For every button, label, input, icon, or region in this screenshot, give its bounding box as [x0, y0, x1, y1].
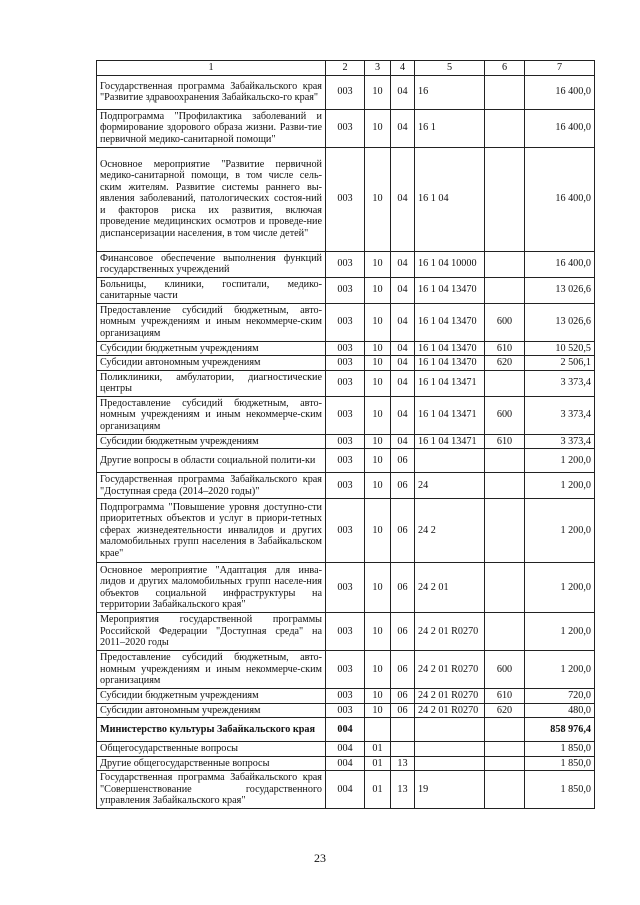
expense-type-code — [485, 742, 525, 757]
ministry-code: 003 — [326, 396, 365, 434]
table-row — [97, 147, 595, 251]
amount: 1 200,0 — [525, 651, 595, 689]
ministry-code: 004 — [326, 742, 365, 757]
ministry-code: 003 — [326, 303, 365, 341]
section-code: 10 — [365, 651, 391, 689]
ministry-code: 003 — [326, 499, 365, 563]
expense-type-code: 600 — [485, 396, 525, 434]
amount: 16 400,0 — [525, 147, 595, 251]
amount: 3 373,4 — [525, 396, 595, 434]
ministry-code: 003 — [326, 109, 365, 147]
subsection-code: 06 — [391, 651, 415, 689]
section-code: 01 — [365, 756, 391, 771]
row-name: Субсидии автономным учреждениям — [97, 703, 326, 718]
header-cell: 5 — [415, 61, 485, 76]
subsection-code: 06 — [391, 703, 415, 718]
amount: 858 976,4 — [525, 718, 595, 742]
subsection-code: 04 — [391, 396, 415, 434]
subsection-code: 04 — [391, 251, 415, 277]
table-row — [97, 499, 595, 563]
expense-type-code — [485, 147, 525, 251]
row-name: Предоставление субсидий бюджетным, авто-номным учреждениям и иным некоммерче-ским организациям — [97, 651, 326, 689]
row-name: Поликлиники, амбулатории, диагностические центры — [97, 370, 326, 396]
ministry-code: 003 — [326, 147, 365, 251]
amount: 13 026,6 — [525, 277, 595, 303]
amount: 2 506,1 — [525, 356, 595, 371]
target-article-code: 24 2 — [415, 499, 485, 563]
subsection-code: 13 — [391, 756, 415, 771]
amount: 1 200,0 — [525, 613, 595, 651]
target-article-code: 16 1 04 13470 — [415, 277, 485, 303]
table-header-row — [97, 61, 595, 76]
expense-type-code — [485, 499, 525, 563]
row-name: Субсидии автономным учреждениям — [97, 356, 326, 371]
budget-table — [96, 60, 595, 809]
ministry-code: 004 — [326, 771, 365, 809]
target-article-code: 16 1 — [415, 109, 485, 147]
table-row — [97, 370, 595, 396]
header-cell: 3 — [365, 61, 391, 76]
target-article-code — [415, 718, 485, 742]
target-article-code — [415, 756, 485, 771]
section-code: 10 — [365, 703, 391, 718]
expense-type-code — [485, 251, 525, 277]
target-article-code: 24 2 01 R0270 — [415, 703, 485, 718]
ministry-code: 003 — [326, 473, 365, 499]
section-code — [365, 718, 391, 742]
row-name: Субсидии бюджетным учреждениям — [97, 341, 326, 356]
subsection-code: 06 — [391, 473, 415, 499]
ministry-code: 004 — [326, 718, 365, 742]
header-cell: 1 — [97, 61, 326, 76]
header-cell: 6 — [485, 61, 525, 76]
amount: 720,0 — [525, 689, 595, 704]
target-article-code: 24 2 01 R0270 — [415, 613, 485, 651]
table-row — [97, 356, 595, 371]
row-name: Государственная программа Забайкальского края "Доступная среда (2014–2020 годы)" — [97, 473, 326, 499]
table-row — [97, 303, 595, 341]
row-name: Предоставление субсидий бюджетным, авто-номным учреждениям и иным некоммерче-ским организациям — [97, 396, 326, 434]
target-article-code: 16 — [415, 75, 485, 109]
expense-type-code: 600 — [485, 651, 525, 689]
expense-type-code — [485, 563, 525, 613]
row-name: Больницы, клиники, госпитали, медико-санитарные части — [97, 277, 326, 303]
section-code: 10 — [365, 356, 391, 371]
ministry-code: 003 — [326, 651, 365, 689]
table-row — [97, 718, 595, 742]
expense-type-code — [485, 613, 525, 651]
target-article-code: 16 1 04 13471 — [415, 370, 485, 396]
target-article-code — [415, 449, 485, 473]
table-row — [97, 434, 595, 449]
row-name: Предоставление субсидий бюджетным, авто-номным учреждениям и иным некоммерче-ским организациям — [97, 303, 326, 341]
table-row — [97, 563, 595, 613]
amount: 1 200,0 — [525, 449, 595, 473]
section-code: 10 — [365, 449, 391, 473]
amount: 1 850,0 — [525, 742, 595, 757]
target-article-code: 16 1 04 13471 — [415, 434, 485, 449]
row-name: Подпрограмма "Профилактика заболеваний и формирование здорового образа жизни. Разви-тие первичной медико-санитарной помощи" — [97, 109, 326, 147]
amount: 3 373,4 — [525, 370, 595, 396]
subsection-code: 06 — [391, 613, 415, 651]
section-code: 10 — [365, 473, 391, 499]
section-code: 10 — [365, 370, 391, 396]
subsection-code: 04 — [391, 434, 415, 449]
section-code: 10 — [365, 109, 391, 147]
row-name: Государственная программа Забайкальского края "Совершенствование государственного управления Забайкальского края" — [97, 771, 326, 809]
subsection-code: 04 — [391, 109, 415, 147]
ministry-code: 003 — [326, 613, 365, 651]
ministry-code: 003 — [326, 563, 365, 613]
expense-type-code — [485, 109, 525, 147]
section-code: 10 — [365, 75, 391, 109]
subsection-code: 04 — [391, 303, 415, 341]
row-name: Основное мероприятие "Адаптация для инва-лидов и других маломобильных групп населе-ния объектов социальной инфраструктуры на территории Забайкальского края" — [97, 563, 326, 613]
section-code: 10 — [365, 277, 391, 303]
subsection-code: 13 — [391, 771, 415, 809]
section-code: 01 — [365, 742, 391, 757]
table-row — [97, 341, 595, 356]
subsection-code: 04 — [391, 75, 415, 109]
target-article-code: 16 1 04 13470 — [415, 356, 485, 371]
section-code: 10 — [365, 499, 391, 563]
table-row — [97, 251, 595, 277]
row-name: Другие вопросы в области социальной полити-ки — [97, 449, 326, 473]
expense-type-code — [485, 277, 525, 303]
ministry-code: 003 — [326, 341, 365, 356]
ministry-code: 003 — [326, 356, 365, 371]
row-name: Финансовое обеспечение выполнения функций государственных учреждений — [97, 251, 326, 277]
target-article-code: 16 1 04 13470 — [415, 341, 485, 356]
row-name: Министерство культуры Забайкальского края — [97, 718, 326, 742]
section-code: 10 — [365, 563, 391, 613]
table-row — [97, 396, 595, 434]
row-name: Основное мероприятие "Развитие первичной медико-санитарной помощи, в том числе сель-ским жителям. Развитие системы раннего вы-явления заболеваний, патологических состоя-ний и факторов риска их развития, включая проведение медицинских осмотров и проведе-ние диспансеризации населения, в том числе детей" — [97, 147, 326, 251]
ministry-code: 003 — [326, 434, 365, 449]
table-row — [97, 449, 595, 473]
target-article-code: 16 1 04 — [415, 147, 485, 251]
row-name: Субсидии бюджетным учреждениям — [97, 434, 326, 449]
subsection-code: 04 — [391, 356, 415, 371]
expense-type-code — [485, 370, 525, 396]
amount: 1 200,0 — [525, 499, 595, 563]
row-name: Мероприятия государственной программы Российской Федерации "Доступная среда" на 2011–2020 годы — [97, 613, 326, 651]
table-row — [97, 689, 595, 704]
expense-type-code — [485, 718, 525, 742]
subsection-code: 06 — [391, 499, 415, 563]
amount: 480,0 — [525, 703, 595, 718]
amount: 1 200,0 — [525, 473, 595, 499]
target-article-code: 24 2 01 R0270 — [415, 689, 485, 704]
subsection-code: 04 — [391, 341, 415, 356]
subsection-code — [391, 742, 415, 757]
subsection-code: 04 — [391, 147, 415, 251]
amount: 10 520,5 — [525, 341, 595, 356]
amount: 16 400,0 — [525, 109, 595, 147]
expense-type-code: 620 — [485, 356, 525, 371]
ministry-code: 003 — [326, 75, 365, 109]
row-name: Общегосударственные вопросы — [97, 742, 326, 757]
expense-type-code — [485, 771, 525, 809]
table-row — [97, 651, 595, 689]
amount: 16 400,0 — [525, 251, 595, 277]
target-article-code: 16 1 04 13470 — [415, 303, 485, 341]
subsection-code: 06 — [391, 689, 415, 704]
amount: 1 850,0 — [525, 771, 595, 809]
expense-type-code — [485, 473, 525, 499]
section-code: 10 — [365, 396, 391, 434]
table-row — [97, 771, 595, 809]
target-article-code: 16 1 04 13471 — [415, 396, 485, 434]
amount: 1 200,0 — [525, 563, 595, 613]
subsection-code: 06 — [391, 449, 415, 473]
target-article-code: 16 1 04 10000 — [415, 251, 485, 277]
amount: 1 850,0 — [525, 756, 595, 771]
row-name: Государственная программа Забайкальского края "Развитие здравоохранения Забайкальско-го края" — [97, 75, 326, 109]
ministry-code: 004 — [326, 756, 365, 771]
expense-type-code: 600 — [485, 303, 525, 341]
target-article-code: 24 2 01 — [415, 563, 485, 613]
row-name: Другие общегосударственные вопросы — [97, 756, 326, 771]
section-code: 10 — [365, 251, 391, 277]
row-name: Субсидии бюджетным учреждениям — [97, 689, 326, 704]
header-cell: 2 — [326, 61, 365, 76]
subsection-code: 06 — [391, 563, 415, 613]
section-code: 10 — [365, 303, 391, 341]
expense-type-code — [485, 449, 525, 473]
section-code: 10 — [365, 689, 391, 704]
table-row — [97, 756, 595, 771]
subsection-code — [391, 718, 415, 742]
header-cell: 4 — [391, 61, 415, 76]
section-code: 10 — [365, 434, 391, 449]
expense-type-code: 610 — [485, 434, 525, 449]
table-row — [97, 703, 595, 718]
expense-type-code: 610 — [485, 341, 525, 356]
page-number: 23 — [314, 851, 326, 865]
ministry-code: 003 — [326, 449, 365, 473]
section-code: 10 — [365, 147, 391, 251]
ministry-code: 003 — [326, 251, 365, 277]
expense-type-code: 620 — [485, 703, 525, 718]
ministry-code: 003 — [326, 277, 365, 303]
amount: 13 026,6 — [525, 303, 595, 341]
target-article-code: 19 — [415, 771, 485, 809]
expense-type-code — [485, 75, 525, 109]
target-article-code: 24 2 01 R0270 — [415, 651, 485, 689]
target-article-code: 24 — [415, 473, 485, 499]
expense-type-code — [485, 756, 525, 771]
header-cell: 7 — [525, 61, 595, 76]
section-code: 01 — [365, 771, 391, 809]
table-row — [97, 109, 595, 147]
table-row — [97, 613, 595, 651]
amount: 16 400,0 — [525, 75, 595, 109]
amount: 3 373,4 — [525, 434, 595, 449]
section-code: 10 — [365, 341, 391, 356]
expense-type-code: 610 — [485, 689, 525, 704]
target-article-code — [415, 742, 485, 757]
ministry-code: 003 — [326, 689, 365, 704]
table-row — [97, 277, 595, 303]
subsection-code: 04 — [391, 370, 415, 396]
table-row — [97, 742, 595, 757]
ministry-code: 003 — [326, 703, 365, 718]
subsection-code: 04 — [391, 277, 415, 303]
row-name: Подпрограмма "Повышение уровня доступно-сти приоритетных объектов и услуг в приори-тетных сферах жизнедеятельности инвалидов и других маломобильных групп населения в Забайкальском крае" — [97, 499, 326, 563]
ministry-code: 003 — [326, 370, 365, 396]
section-code: 10 — [365, 613, 391, 651]
table-row — [97, 75, 595, 109]
table-row — [97, 473, 595, 499]
